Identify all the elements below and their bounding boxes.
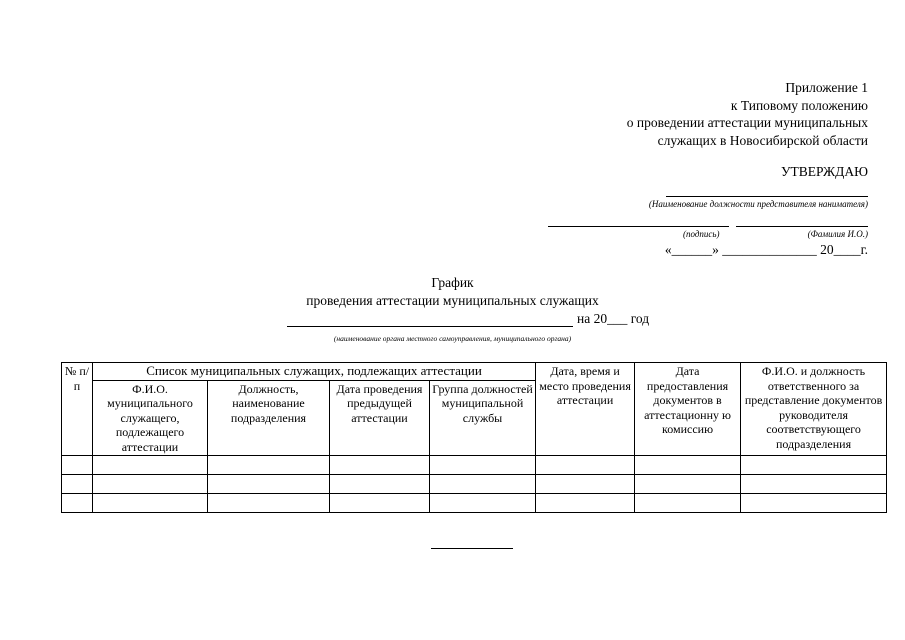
footer-separator: [431, 548, 513, 549]
table-cell[interactable]: [536, 494, 635, 513]
org-name-line: [287, 326, 573, 327]
name-caption: (Фамилия И.О.): [807, 229, 868, 239]
table-cell[interactable]: [330, 475, 430, 494]
table-row: [62, 475, 887, 494]
table-cell[interactable]: [430, 475, 536, 494]
header-employee-list: Список муниципальных служащих, подлежащих аттестации: [93, 363, 536, 381]
table-cell[interactable]: [430, 456, 536, 475]
table-cell[interactable]: [93, 494, 208, 513]
table-header-row: [62, 363, 887, 381]
appendix-line: Приложение 1: [785, 80, 868, 95]
header-docs-date: Дата предоставления документов в аттестационну ю комиссию: [635, 363, 741, 456]
header-position-group: Группа должностей муниципальной службы: [430, 380, 536, 456]
table-cell[interactable]: [430, 494, 536, 513]
table-cell[interactable]: [635, 456, 741, 475]
approval-date: «______» ______________ 20____г.: [664, 242, 868, 257]
header-datetime-place: Дата, время и место проведения аттестации: [536, 363, 635, 456]
header-position: Должность, наименование подразделения: [208, 380, 330, 456]
header-fio: Ф.И.О. муниципального служащего, подлежащего аттестации: [93, 380, 208, 456]
org-caption: (наименование органа местного самоуправления, муниципального органа): [333, 334, 572, 343]
signature-caption: (подпись): [683, 229, 720, 239]
table-cell[interactable]: [208, 456, 330, 475]
document-title: График: [431, 275, 474, 290]
appendix-line: к Типовому положению: [730, 97, 868, 113]
table-row: [62, 456, 887, 475]
table-cell[interactable]: [93, 456, 208, 475]
position-line: [666, 196, 868, 197]
table-row: [62, 494, 887, 513]
table-cell[interactable]: [741, 456, 887, 475]
document-subtitle: проведения аттестации муниципальных служащих: [306, 293, 599, 308]
table-cell[interactable]: [635, 475, 741, 494]
table-cell[interactable]: [62, 456, 93, 475]
table-cell[interactable]: [330, 456, 430, 475]
header-number: № п/п: [62, 363, 93, 456]
signature-line: [548, 226, 729, 227]
name-line: [736, 226, 868, 227]
appendix-block: [627, 79, 868, 149]
table-cell[interactable]: [635, 494, 741, 513]
table-cell[interactable]: [330, 494, 430, 513]
header-prev-date: Дата проведения предыдущей аттестации: [330, 380, 430, 456]
appendix-line: о проведении аттестации муниципальных: [626, 115, 868, 130]
appendix-line: служащих в Новосибирской области: [657, 132, 868, 148]
position-caption: (Наименование должности представителя нанимателя): [648, 199, 868, 209]
year-suffix: на 20___ год: [577, 311, 650, 326]
table-cell[interactable]: [741, 494, 887, 513]
table-cell[interactable]: [741, 475, 887, 494]
approval-title: УТВЕРЖДАЮ: [780, 164, 868, 179]
attestation-schedule-table: [61, 362, 887, 513]
table-cell[interactable]: [208, 494, 330, 513]
table-cell[interactable]: [62, 475, 93, 494]
table-cell[interactable]: [536, 475, 635, 494]
table-cell[interactable]: [208, 475, 330, 494]
table-cell[interactable]: [62, 494, 93, 513]
table-cell[interactable]: [93, 475, 208, 494]
header-responsible: Ф.И.О. и должность ответственного за представление документов руководителя соответствующего подразделения: [741, 363, 887, 456]
table-cell[interactable]: [536, 456, 635, 475]
